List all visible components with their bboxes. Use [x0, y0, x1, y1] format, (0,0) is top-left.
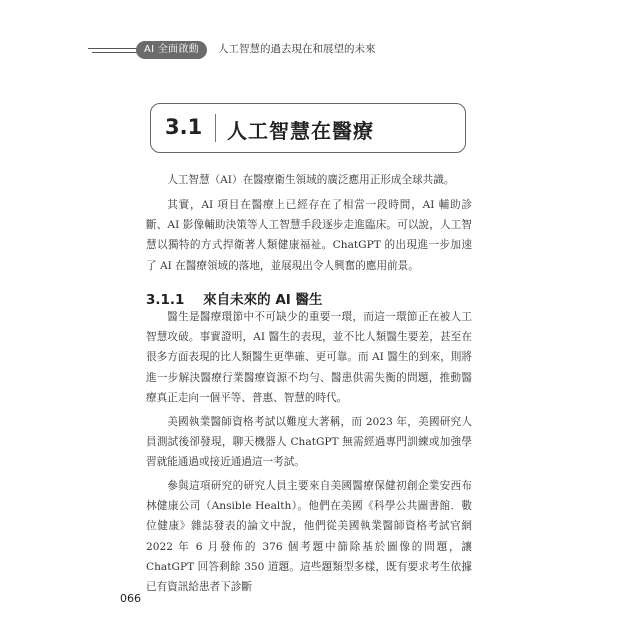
section-heading-box [150, 103, 466, 153]
section-title: 人工智慧在醫療 [227, 119, 374, 143]
body-paragraph: 人工智慧（AI）在醫療衛生領域的廣泛應用正形成全球共識。 [167, 174, 455, 186]
body-paragraph: 美國執業醫師資格考試以難度大著稱，而 2023 年，美國研究人員測試後卻發現，聊天機器人 ChatGPT 無需經過專門訓練或加強學習就能通過或接近通過這一考試。 [146, 416, 472, 469]
page-number: 066 [120, 592, 141, 605]
header-rule-secondary [92, 52, 138, 53]
section-number: 3.1 [165, 115, 203, 139]
subsection-heading [146, 288, 323, 308]
body-paragraph: 醫生是醫療環節中不可缺少的重要一環，而這一環節正在被人工智慧攻破。事實證明，AI 醫生的表現，並不比人類醫生要差，甚至在很多方面表現的比人類醫生更準確、更可靠。而 AI 醫生的到來，則將進一步解決醫療行業醫療資源不均勻、醫患供需失衡的問題，推動醫療真正走向一個平等、普惠、智慧的時代。 [146, 311, 472, 404]
subsection-number: 3.1.1 [146, 292, 185, 308]
chapter-badge: AI 全面啟動 [136, 41, 207, 59]
body-paragraph: 其實，AI 項目在醫療上已經存在了相當一段時間，AI 輔助診斷、AI 影像輔助決策等人工智慧手段逐步走進臨床。可以說，人工智慧以獨特的方式捍衛著人類健康福祉。ChatGPT 的出現進一步加速了 AI 在醫療領域的落地，並展現出令人興奮的應用前景。 [146, 199, 472, 272]
header-rule [88, 48, 140, 49]
subsection-title: 來自未來的 AI 醫生 [203, 292, 323, 308]
section-divider [215, 114, 216, 142]
body-paragraph: 參與這項研究的研究人員主要來自美國醫療保健初創企業安西布林健康公司（Ansible Health）。他們在美國《科學公共圖書館．數位健康》雜誌發表的論文中說，他們從美國執業醫師資格考試官網 2022 年 6 月發佈的 376 個考題中篩除基於圖像的問題，讓 ChatGPT 回答剩餘 350 道題。這些題類型多樣，既有要求考生依據已有資訊給患者下診斷 [146, 480, 472, 594]
running-header-title: 人工智慧的過去現在和展望的未來 [218, 43, 376, 55]
